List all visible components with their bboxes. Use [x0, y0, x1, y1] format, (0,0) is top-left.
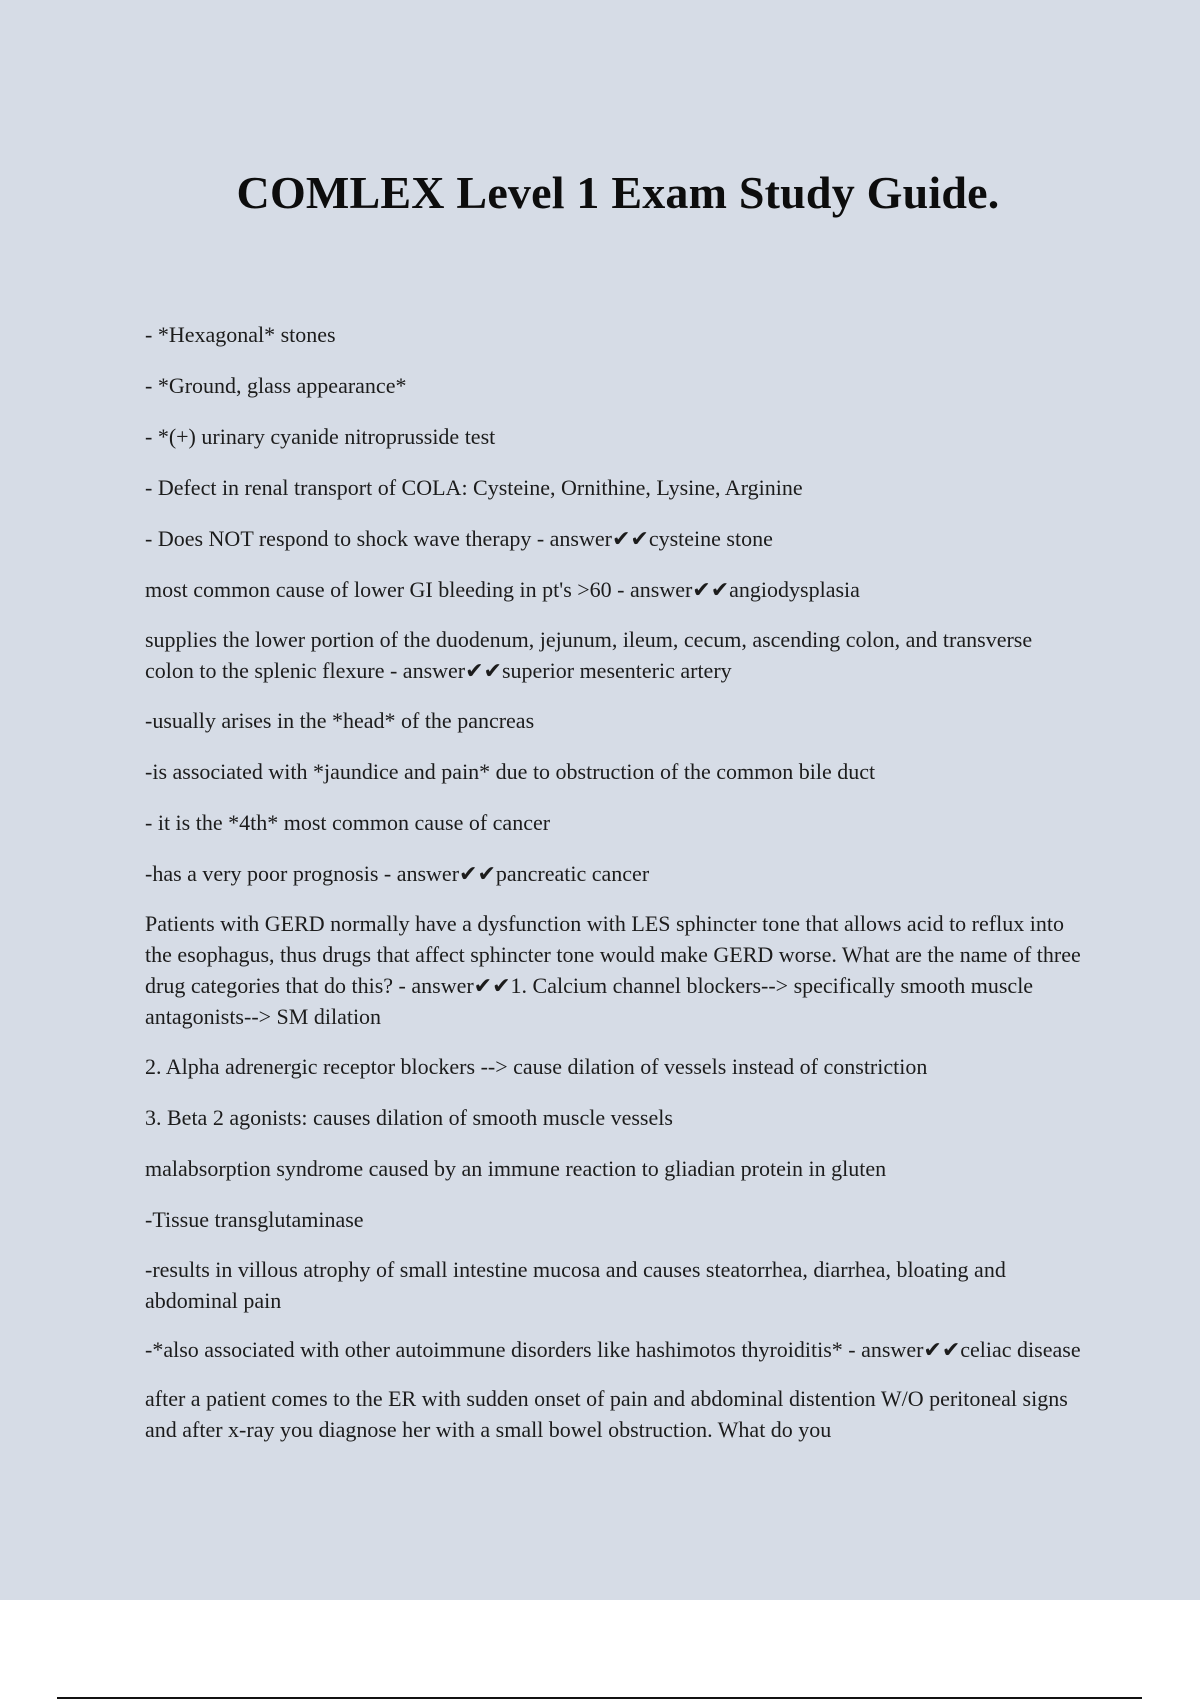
paragraph-5: - Does NOT respond to shock wave therapy - answer✔✔cysteine stone — [145, 526, 773, 551]
paragraph-13: 2. Alpha adrenergic receptor blockers --> cause dilation of vessels instead of constriction — [145, 1054, 928, 1079]
paragraph-12: Patients with GERD normally have a dysfunction with LES sphincter tone that allows acid to reflux into the esophagus, thus drugs that affect sphincter tone would make GERD worse. What are the name of three drug categories that do this? - answer✔✔1. Calcium channel blockers--> specifically smooth muscle antagonists--> SM dilation — [145, 911, 1081, 1029]
paragraph-8: -usually arises in the *head* of the pancreas — [145, 708, 535, 733]
document-title: COMLEX Level 1 Exam Study Guide. — [236, 167, 1000, 218]
paragraph-3: - *(+) urinary cyanide nitroprusside test — [145, 424, 496, 449]
paragraph-10: - it is the *4th* most common cause of cancer — [145, 810, 551, 835]
paragraph-4: - Defect in renal transport of COLA: Cysteine, Ornithine, Lysine, Arginine — [145, 475, 803, 500]
paragraph-16: -Tissue transglutaminase — [145, 1207, 364, 1232]
paragraph-9: -is associated with *jaundice and pain* due to obstruction of the common bile duct — [145, 759, 876, 784]
paragraph-1: - *Hexagonal* stones — [145, 322, 336, 347]
paragraph-2: - *Ground, glass appearance* — [145, 373, 407, 398]
footer-rule — [57, 1697, 1142, 1699]
paragraph-11: -has a very poor prognosis - answer✔✔pancreatic cancer — [145, 861, 650, 886]
paragraph-19: after a patient comes to the ER with sudden onset of pain and abdominal distention W/O peritoneal signs and after x-ray you diagnose her with a small bowel obstruction. What do you — [145, 1386, 1068, 1442]
document-body — [145, 318, 1085, 1463]
paragraph-18: -*also associated with other autoimmune disorders like hashimotos thyroiditis* - answer✔✔celiac disease — [145, 1337, 1081, 1362]
paragraph-6: most common cause of lower GI bleeding in pt's >60 - answer✔✔angiodysplasia — [145, 577, 860, 602]
paragraph-14: 3. Beta 2 agonists: causes dilation of smooth muscle vessels — [145, 1105, 673, 1130]
paragraph-15: malabsorption syndrome caused by an immune reaction to gliadian protein in gluten — [145, 1156, 887, 1181]
paragraph-17: -results in villous atrophy of small intestine mucosa and causes steatorrhea, diarrhea, bloating and abdominal pain — [145, 1257, 1006, 1313]
paragraph-7: supplies the lower portion of the duodenum, jejunum, ileum, cecum, ascending colon, and transverse colon to the splenic flexure - answer✔✔superior mesenteric artery — [145, 627, 1033, 683]
